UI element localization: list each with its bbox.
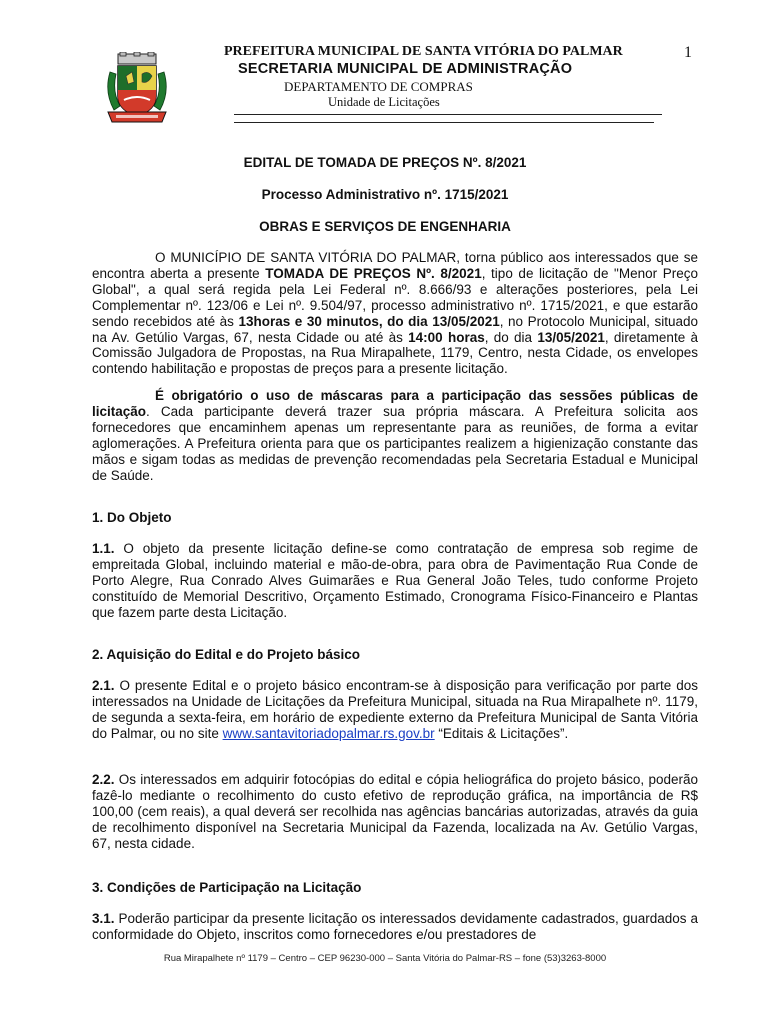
mask-notice-bold: É obrigatório o uso de máscaras para a participação das sessões públicas de licitação bbox=[92, 388, 698, 419]
header-divider bbox=[234, 114, 662, 115]
mask-notice-paragraph bbox=[92, 388, 698, 483]
intro-text-c: , tipo de licitação de "Menor Preço Global", a qual será regida pela Lei Federal nº. 8.666/93 e alterações posteriores, pela Lei Complementar nº. 123/06 e Lei nº. 9.504/97, processo administrativo nº. 1715/2021, e que estarão sendo recebidos até às bbox=[92, 265, 698, 329]
page-footer: Rua Mirapalhete nº 1179 – Centro – CEP 96230-000 – Santa Vitória do Palmar-RS – fone (53)3263-8000 bbox=[163, 953, 607, 964]
municipal-coat-of-arms-icon bbox=[104, 52, 170, 124]
section-3-1-text: Poderão participar da presente licitação os interessados devidamente cadastrados, guardados a conformidade do Objeto, inscritos como fornecedores e/ou prestadores de bbox=[92, 911, 698, 942]
section-1-1-paragraph bbox=[92, 541, 698, 621]
processo-title: Processo Administrativo nº. 1715/2021 bbox=[261, 187, 509, 202]
section-2-2-number: 2.2. bbox=[92, 772, 115, 787]
section-3-1-number: 3.1. bbox=[92, 911, 115, 926]
intro-text-g: , do dia bbox=[484, 329, 538, 345]
intro-text-e: , no Protocolo Municipal, situado na Av. Getúlio Vargas, 67, nesta Cidade ou até às bbox=[92, 313, 698, 345]
section-2-heading: 2. Aquisição do Edital e do Projeto básico bbox=[92, 647, 361, 662]
section-3-1-paragraph bbox=[92, 911, 698, 943]
intro-paragraph bbox=[92, 250, 698, 377]
intro-text-i: , diretamente à Comissão Julgadora de Propostas, na Rua Mirapalhete, 1179, Centro, nesta Cidade, os envelopes contendo habilitação e propostas de preços para a presente licitação. bbox=[92, 329, 698, 377]
intro-deadline-date: 13/05/2021 bbox=[537, 329, 605, 345]
section-2-1-number: 2.1. bbox=[92, 678, 115, 693]
mask-notice-text: . Cada participante deverá trazer sua própria máscara. A Prefeitura solicita aos fornecedores que encaminhem apenas um representante para as reuniões, de forma a evitar aglomerações. A Prefeitura orienta para que os participantes realizem a higienização constante das mãos e sigam todas as medidas de prevenção recomendadas pela Secretaria Estadual e Municipal de Saúde. bbox=[92, 403, 698, 483]
section-2-1-text: O presente Edital e o projeto básico encontram-se à disposição para verificação por parte dos interessados na Unidade de Licitações da Prefeitura Municipal, situada na Rua Mirapalhete nº. 1179, de segunda a sexta-feira, em horário de expediente externo da Prefeitura Municipal de Santa Vitória do Palmar, ou no site bbox=[92, 678, 698, 741]
section-2-2-text: Os interessados em adquirir fotocópias do edital e cópia heliográfica do projeto básico, poderão fazê-lo mediante o recolhimento do custo efetivo de reprodução gráfica, na importância de R$ 100,00 (cem reais), a qual deverá ser recolhida nas agências bancárias autorizadas, através da guia de recolhimento disponível na Secretaria Municipal da Fazenda, localizada na Av. Getúlio Vargas, 67, nesta cidade. bbox=[92, 772, 698, 851]
intro-deadline-protocolo: 13horas e 30 minutos, do dia 13/05/2021 bbox=[238, 313, 500, 329]
edital-title: EDITAL DE TOMADA DE PREÇOS Nº. 8/2021 bbox=[243, 155, 527, 170]
intro-deadline-hour: 14:00 horas bbox=[408, 329, 485, 345]
header-departamento: DEPARTAMENTO DE COMPRAS bbox=[284, 79, 473, 94]
section-3-heading: 3. Condições de Participação na Licitação bbox=[92, 880, 362, 895]
header-divider-secondary bbox=[234, 122, 654, 123]
prefeitura-website-link[interactable]: www.santavitoriadopalmar.rs.gov.br bbox=[222, 725, 435, 741]
header-secretaria: SECRETARIA MUNICIPAL DE ADMINISTRAÇÃO bbox=[238, 61, 573, 77]
header-prefeitura: PREFEITURA MUNICIPAL DE SANTA VITÓRIA DO PALMAR bbox=[224, 44, 623, 59]
header-unidade: Unidade de Licitações bbox=[328, 95, 440, 109]
obras-title: OBRAS E SERVIÇOS DE ENGENHARIA bbox=[259, 219, 511, 234]
section-2-1-paragraph bbox=[92, 678, 698, 742]
section-1-1-text: O objeto da presente licitação define-se como contratação de empresa sob regime de empreitada Global, incluindo material e mão-de-obra, para obra de Pavimentação Rua Conde de Porto Alegre, Rua Conrado Alves Guimarães e Rua General João Teles, tudo conforme Projeto constituído de Memorial Descritivo, Orçamento Estimado, Cronograma Físico-Financeiro e Plantas que fazem parte desta Licitação. bbox=[92, 541, 698, 620]
section-2-2-paragraph bbox=[92, 772, 698, 852]
intro-text-a: O MUNICÍPIO DE SANTA VITÓRIA DO PALMAR, torna público aos interessados que se encontra aberta a presente bbox=[92, 250, 698, 281]
page-number: 1 bbox=[684, 44, 692, 61]
section-1-heading: 1. Do Objeto bbox=[92, 510, 172, 525]
section-2-1-end: “Editais & Licitações”. bbox=[434, 725, 569, 741]
intro-tomada: TOMADA DE PREÇOS Nº. 8/2021 bbox=[265, 265, 482, 281]
section-1-1-number: 1.1. bbox=[92, 541, 115, 556]
